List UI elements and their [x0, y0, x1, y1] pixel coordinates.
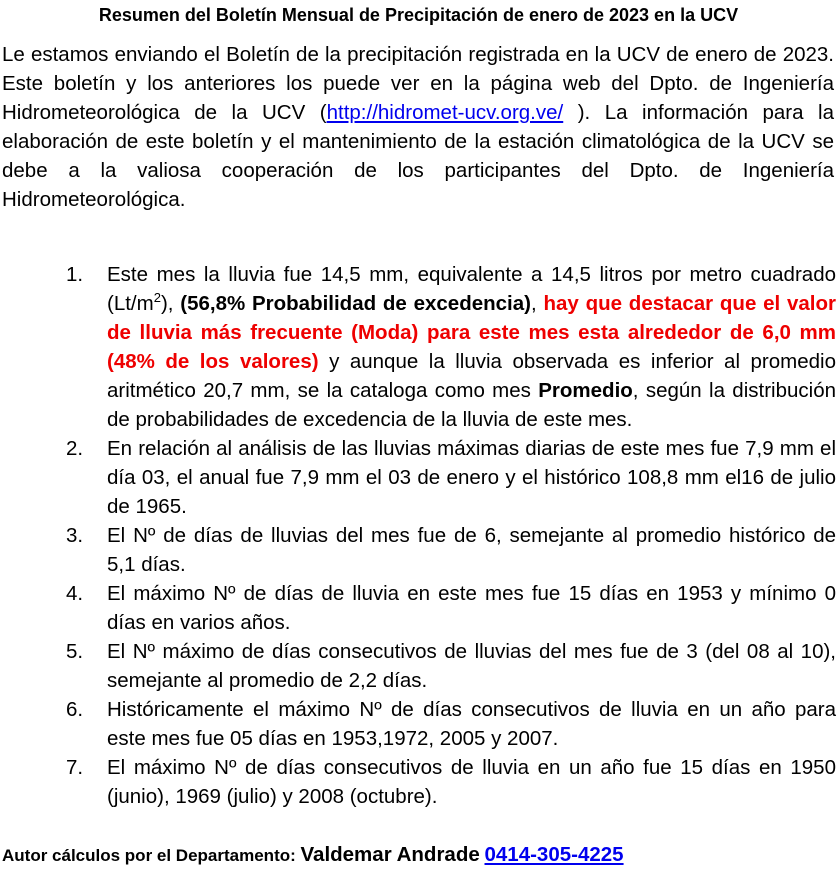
item-text: El máximo Nº de días consecutivos de lluvia en un año fue 15 días en 1950 (junio), 1969 (julio) y 2008 (octubre).: [107, 756, 836, 808]
list-item-number: 7.: [66, 756, 84, 779]
highlight-red: hay que destacar que el valor de lluvia más frecuente (Moda) para este mes esta alrededor de 6,0 mm (48% de los valores): [107, 292, 836, 373]
item-text: ),: [160, 292, 181, 315]
summary-list: [66, 260, 836, 811]
phone-link[interactable]: 0414-305-4225: [484, 843, 624, 866]
author-name: Valdemar Andrade: [300, 843, 480, 866]
item-text: El máximo Nº de días de lluvia en este mes fue 15 días en 1953 y mínimo 0 días en varios años.: [107, 582, 836, 634]
item-text: El Nº de días de lluvias del mes fue de 6, semejante al promedio histórico de 5,1 días.: [107, 524, 836, 576]
item-text: , según la distribución de probabilidades de excedencia de la lluvia de este mes.: [107, 379, 836, 431]
list-item: [66, 434, 836, 521]
list-item: [66, 579, 836, 637]
list-item: [66, 521, 836, 579]
item-text: Este mes la lluvia fue 14,5 mm, equivalente a 14,5 litros por metro cuadrado (Lt/m: [107, 263, 836, 315]
list-item: [66, 637, 836, 695]
list-item-number: 3.: [66, 524, 84, 547]
list-item: [66, 260, 836, 434]
list-item: [66, 753, 836, 811]
item-text: y aunque la lluvia observada es inferior al promedio aritmético 20,7 mm, se la cataloga como mes: [107, 350, 836, 402]
item-text: El Nº máximo de días consecutivos de lluvias del mes fue de 3 (del 08 al 10), semejante al promedio de 2,2 días.: [107, 640, 836, 692]
intro-text-1: Le estamos enviando el Boletín de la precipitación registrada en la UCV de enero de 2023. Este boletín y los anteriores los puede ver en la página web del Dpto. de Ingeniería Hidrometeorológica de la UCV (: [2, 43, 834, 124]
list-item-number: 6.: [66, 698, 84, 721]
website-link[interactable]: http://hidromet-ucv.org.ve/: [326, 101, 564, 124]
author-line: [2, 840, 836, 871]
list-item: [66, 695, 836, 753]
superscript: 2: [153, 290, 161, 306]
probability-bold: (56,8% Probabilidad de excedencia): [180, 292, 531, 315]
intro-text-2: ). La información para la elaboración de este boletín y el mantenimiento de la estación climatológica de la UCV se debe a la valiosa cooperación de los participantes del Dpto. de Ingeniería Hidrometeorológica.: [2, 101, 834, 211]
list-item-number: 5.: [66, 640, 84, 663]
list-item-number: 2.: [66, 437, 84, 460]
item-text: Históricamente el máximo Nº de días consecutivos de lluvia en un año para este mes fue 05 días en 1953,1972, 2005 y 2007.: [107, 698, 836, 750]
item-text: En relación al análisis de las lluvias máximas diarias de este mes fue 7,9 mm el día 03, el anual fue 7,9 mm el 03 de enero y el histórico 108,8 mm el16 de julio de 1965.: [107, 437, 836, 518]
list-item-number: 1.: [66, 263, 84, 286]
category-bold: Promedio: [538, 379, 633, 402]
document-title: Resumen del Boletín Mensual de Precipitación de enero de 2023 en la UCV: [98, 5, 739, 25]
intro-paragraph: [2, 40, 834, 214]
list-item-number: 4.: [66, 582, 84, 605]
author-label: Autor cálculos por el Departamento:: [2, 846, 301, 865]
item-text: ,: [530, 292, 544, 315]
